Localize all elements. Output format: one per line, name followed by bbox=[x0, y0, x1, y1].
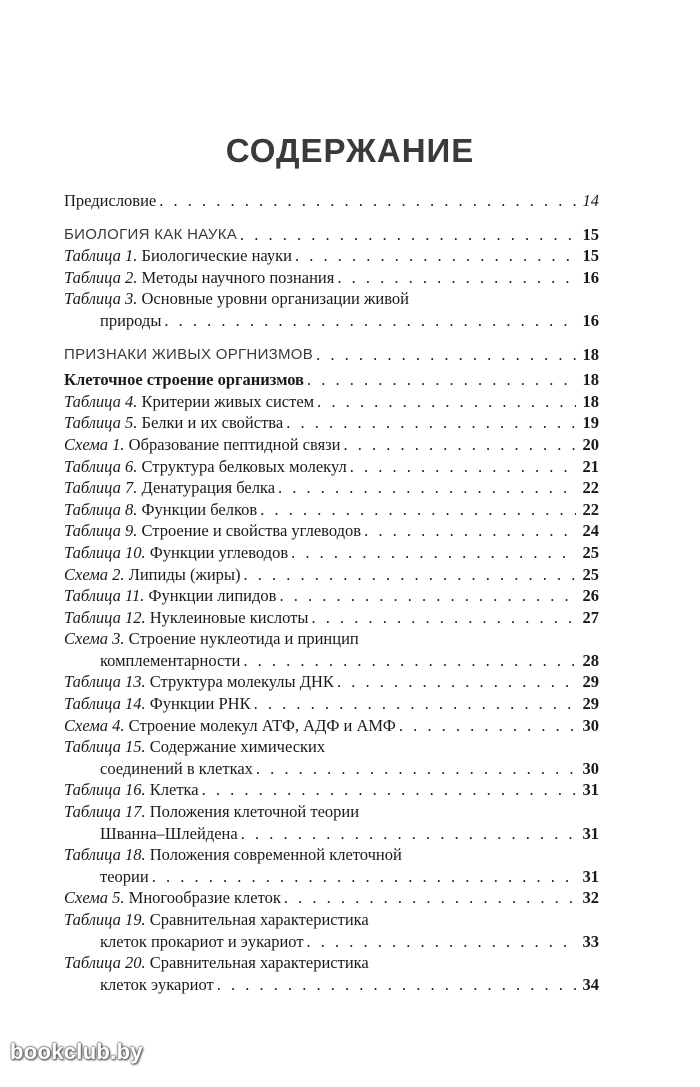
entry-title-continued: природы bbox=[100, 310, 162, 330]
toc-page-number: 19 bbox=[582, 413, 599, 433]
entry-title: Положения современной клеточной bbox=[149, 845, 402, 865]
toc-entry[interactable] bbox=[64, 267, 599, 289]
toc-entry[interactable] bbox=[64, 245, 599, 267]
leader-dots bbox=[217, 974, 576, 996]
toc-page-number: 18 bbox=[582, 344, 599, 364]
toc-entry[interactable] bbox=[64, 542, 599, 564]
toc-entry-continuation[interactable] bbox=[64, 310, 599, 332]
toc-entry[interactable] bbox=[64, 671, 599, 693]
entry-title: Сравнительная характеристика bbox=[149, 953, 369, 973]
leader-dots bbox=[337, 267, 576, 289]
entry-prefix: Таблица 15. bbox=[64, 737, 146, 757]
leader-dots bbox=[317, 391, 576, 413]
leader-dots bbox=[202, 779, 576, 801]
entry-title: Биологические науки bbox=[141, 246, 292, 266]
entry-prefix: Таблица 19. bbox=[64, 910, 146, 929]
table-of-contents bbox=[64, 190, 599, 995]
toc-page-number: 31 bbox=[582, 866, 599, 886]
entry-title-continued: клеток прокариот и эукариот bbox=[100, 931, 304, 951]
entry-prefix: Схема 2. bbox=[64, 564, 125, 584]
entry-title: Функции углеводов bbox=[149, 542, 289, 562]
toc-entry-continuation[interactable] bbox=[64, 650, 599, 672]
toc-page-number: 24 bbox=[582, 521, 599, 541]
entry-title: Липиды (жиры) bbox=[128, 564, 241, 584]
toc-page-number: 15 bbox=[582, 246, 599, 266]
entry-prefix: Таблица 5. bbox=[64, 413, 138, 433]
leader-dots bbox=[240, 224, 576, 246]
leader-dots bbox=[284, 887, 576, 909]
leader-dots bbox=[399, 715, 576, 737]
entry-title-continued: клеток эукариот bbox=[100, 974, 214, 994]
entry-prefix: Схема 5. bbox=[64, 888, 125, 908]
leader-dots bbox=[279, 585, 576, 607]
entry-prefix: Таблица 17. bbox=[64, 802, 146, 822]
entry-prefix: Схема 1. bbox=[64, 434, 125, 454]
leader-dots bbox=[278, 477, 576, 499]
entry-prefix: Схема 3. bbox=[64, 629, 125, 649]
entry-title: Нуклеиновые кислоты bbox=[149, 607, 309, 627]
entry-prefix: Таблица 10. bbox=[64, 542, 146, 562]
toc-entry[interactable] bbox=[64, 736, 599, 758]
toc-entry[interactable] bbox=[64, 693, 599, 715]
entry-prefix: Таблица 18. bbox=[64, 845, 146, 865]
toc-entry[interactable] bbox=[64, 909, 599, 931]
toc-page-number: 29 bbox=[582, 694, 599, 714]
entry-title-continued: соединений в клетках bbox=[100, 758, 253, 778]
leader-dots bbox=[244, 564, 577, 586]
entry-title: Строение и свойства углеводов bbox=[141, 521, 362, 541]
leader-dots bbox=[364, 520, 576, 542]
toc-entry[interactable] bbox=[64, 585, 599, 607]
toc-page-number: 26 bbox=[582, 586, 599, 606]
leader-dots bbox=[337, 671, 576, 693]
entry-title: Денатурация белка bbox=[141, 478, 276, 498]
entry-title: Положения клеточной теории bbox=[149, 802, 360, 822]
section-heading: БИОЛОГИЯ КАК НАУКА bbox=[64, 225, 238, 243]
toc-entry-continuation[interactable] bbox=[64, 866, 599, 888]
toc-entry[interactable] bbox=[64, 412, 599, 434]
entry-title: Сравнительная характеристика bbox=[149, 910, 369, 929]
leader-dots bbox=[260, 499, 576, 521]
entry-prefix: Таблица 6. bbox=[64, 456, 138, 476]
toc-entry-preface[interactable] bbox=[64, 190, 599, 212]
toc-entry[interactable] bbox=[64, 952, 599, 974]
entry-prefix: Таблица 4. bbox=[64, 391, 138, 411]
toc-entry[interactable] bbox=[64, 564, 599, 586]
entry-prefix: Таблица 3. bbox=[64, 289, 138, 309]
entry-title: Функции белков bbox=[141, 499, 258, 519]
entry-prefix: Таблица 13. bbox=[64, 672, 146, 692]
entry-prefix: Таблица 12. bbox=[64, 607, 146, 627]
toc-page-number: 30 bbox=[582, 758, 599, 778]
leader-dots bbox=[256, 758, 576, 780]
entry-prefix: Таблица 8. bbox=[64, 499, 138, 519]
toc-entry[interactable] bbox=[64, 456, 599, 478]
toc-page-number: 31 bbox=[582, 823, 599, 843]
entry-prefix: Таблица 11. bbox=[64, 586, 145, 606]
toc-page-number: 15 bbox=[582, 224, 599, 244]
entry-title: Содержание химических bbox=[149, 737, 326, 757]
entry-title-continued: комплементарности bbox=[100, 650, 241, 670]
leader-dots bbox=[311, 607, 576, 629]
leader-dots bbox=[286, 412, 576, 434]
entry-prefix: Таблица 7. bbox=[64, 478, 138, 498]
toc-entry-continuation[interactable] bbox=[64, 931, 599, 953]
entry-prefix: Таблица 9. bbox=[64, 521, 138, 541]
toc-entry[interactable] bbox=[64, 779, 599, 801]
entry-title: Образование пептидной связи bbox=[128, 434, 341, 454]
toc-entry[interactable] bbox=[64, 288, 599, 310]
entry-prefix: Таблица 2. bbox=[64, 267, 138, 287]
watermark: bookclub.by bbox=[10, 1039, 143, 1064]
entry-title: Белки и их свойства bbox=[141, 413, 284, 433]
toc-page-number: 31 bbox=[582, 780, 599, 800]
toc-entry-label: Предисловие bbox=[64, 191, 157, 210]
toc-entry[interactable] bbox=[64, 801, 599, 823]
section1-entries bbox=[64, 245, 599, 331]
entry-title: Клетка bbox=[149, 780, 199, 800]
entry-title: Методы научного познания bbox=[141, 267, 335, 287]
toc-entry-continuation[interactable] bbox=[64, 758, 599, 780]
leader-dots bbox=[307, 369, 576, 391]
subsection-heading: Клеточное строение организмов bbox=[64, 370, 304, 390]
toc-page-number: 16 bbox=[582, 267, 599, 287]
toc-entry[interactable] bbox=[64, 434, 599, 456]
leader-dots bbox=[243, 650, 576, 672]
toc-page-number: 30 bbox=[582, 715, 599, 735]
entry-title-continued: Шванна–Шлейдена bbox=[100, 823, 238, 843]
entry-title: Функции РНК bbox=[149, 694, 251, 714]
toc-section-features[interactable] bbox=[64, 344, 599, 366]
toc-section-biology[interactable] bbox=[64, 224, 599, 246]
toc-page-number: 20 bbox=[582, 434, 599, 454]
leader-dots bbox=[295, 245, 576, 267]
leader-dots bbox=[307, 931, 576, 953]
entry-prefix: Таблица 14. bbox=[64, 694, 146, 714]
entry-title-continued: теории bbox=[100, 866, 149, 886]
entry-prefix: Таблица 16. bbox=[64, 780, 146, 800]
entry-title: Строение нуклеотида и принцип bbox=[128, 629, 359, 649]
toc-page-number: 29 bbox=[582, 672, 599, 692]
entry-title: Строение молекул АТФ, АДФ и АМФ bbox=[128, 715, 396, 735]
toc-page-number: 25 bbox=[582, 564, 599, 584]
toc-entry[interactable] bbox=[64, 715, 599, 737]
toc-page-number: 18 bbox=[582, 370, 599, 390]
leader-dots bbox=[350, 456, 576, 478]
entry-prefix: Таблица 1. bbox=[64, 246, 138, 266]
toc-page-number: 21 bbox=[582, 456, 599, 476]
toc-entry[interactable] bbox=[64, 607, 599, 629]
toc-page-number: 34 bbox=[582, 974, 599, 994]
toc-entry[interactable] bbox=[64, 628, 599, 650]
entry-title: Многообразие клеток bbox=[128, 888, 281, 908]
leader-dots bbox=[291, 542, 576, 564]
leader-dots bbox=[159, 190, 576, 212]
entry-title: Структура молекулы ДНК bbox=[149, 672, 334, 692]
toc-page-number: 18 bbox=[582, 391, 599, 411]
toc-entry[interactable] bbox=[64, 499, 599, 521]
toc-page-number: 16 bbox=[582, 310, 599, 330]
toc-entry[interactable] bbox=[64, 477, 599, 499]
toc-page-number: 33 bbox=[582, 931, 599, 951]
leader-dots bbox=[152, 866, 576, 888]
entry-prefix: Таблица 20. bbox=[64, 953, 146, 973]
toc-page-number: 32 bbox=[582, 888, 599, 908]
toc-entry-continuation[interactable] bbox=[64, 823, 599, 845]
toc-page-number: 22 bbox=[582, 478, 599, 498]
toc-entry[interactable] bbox=[64, 887, 599, 909]
leader-dots bbox=[241, 823, 576, 845]
toc-entry[interactable] bbox=[64, 520, 599, 542]
toc-subsection-cell[interactable] bbox=[64, 369, 599, 391]
leader-dots bbox=[254, 693, 576, 715]
entry-prefix: Схема 4. bbox=[64, 715, 125, 735]
toc-entry-continuation[interactable] bbox=[64, 974, 599, 996]
toc-entry[interactable] bbox=[64, 391, 599, 413]
toc-page-number: 25 bbox=[582, 542, 599, 562]
leader-dots bbox=[164, 310, 576, 332]
toc-page-number: 22 bbox=[582, 499, 599, 519]
toc-page-number: 28 bbox=[582, 650, 599, 670]
entry-title: Критерии живых систем bbox=[141, 391, 315, 411]
leader-dots bbox=[316, 344, 576, 366]
section-heading: ПРИЗНАКИ ЖИВЫХ ОРГНИЗМОВ bbox=[64, 345, 314, 363]
section2-entries bbox=[64, 391, 599, 996]
toc-page-number: 27 bbox=[582, 607, 599, 627]
entry-title: Функции липидов bbox=[148, 586, 277, 606]
leader-dots bbox=[344, 434, 576, 456]
entry-title: Основные уровни организации живой bbox=[141, 289, 409, 309]
entry-title: Структура белковых молекул bbox=[141, 456, 347, 476]
toc-page-number: 14 bbox=[582, 191, 599, 210]
page-title: СОДЕРЖАНИЕ bbox=[225, 132, 475, 169]
toc-entry[interactable] bbox=[64, 844, 599, 866]
